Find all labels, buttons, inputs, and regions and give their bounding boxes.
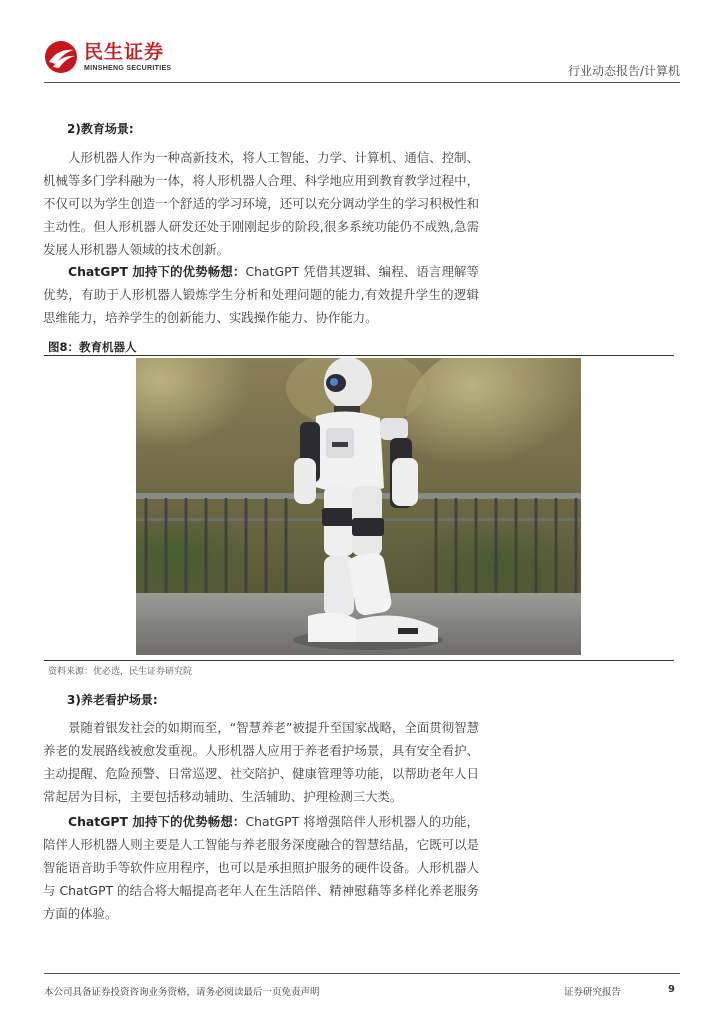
- figure-top-rule: [44, 355, 674, 356]
- paragraph-eldercare-intro: 景随着银发社会的如期而至，“智慧养老”被提升至国家战略，全面贯彻智慧养老的发展路线被愈发重视。人形机器人应用于养老看护场景，具有安全看护、主动提醒、危险预警、日常巡逻、社交陪护、健康管理等功能，以帮助老年人日常起居为目标，主要包括移动辅助、生活辅助、护理检测三大类。: [43, 720, 479, 804]
- minsheng-logo-icon: [44, 40, 78, 74]
- paragraph-eldercare-chatgpt: [43, 810, 479, 925]
- paragraph-lead-bold: ChatGPT 加持下的优势畅想：: [68, 264, 246, 279]
- paragraph-education-intro: 人形机器人作为一种高新技术，将人工智能、力学、计算机、通信、控制、机械等多门学科融为一体，将人形机器人合理、科学地应用到教育教学过程中，不仅可以为学生创造一个舒适的学习环境，还可以充分调动学生的学习积极性和主动性。但人形机器人研发还处于刚刚起步的阶段,很多系统功能仍不成熟,急需发展人形机器人领域的技术创新。: [43, 150, 479, 257]
- figure-source: 资料来源：优必选，民生证券研究院: [48, 667, 193, 677]
- education-robot-photo: [136, 358, 581, 655]
- section-title-eldercare: 3)养老看护场景:: [67, 693, 158, 707]
- page-header: [0, 0, 724, 86]
- logo-text-en: MINSHENG SECURITIES: [84, 65, 172, 72]
- minsheng-logo: [44, 40, 184, 78]
- page-number: 9: [668, 984, 675, 995]
- paragraph-body: ChatGPT 凭借其逻辑、编程、语言理解等优势，有助于人形机器人锻炼学生分析和处理问题的能力,有效提升学生的逻辑思维能力，培养学生的创新能力、实践操作能力、协作能力。: [43, 264, 479, 325]
- figure-bottom-rule: [44, 660, 674, 661]
- robot-photo-illustration: [136, 358, 581, 655]
- section-title-education: 2)教育场景:: [67, 122, 134, 136]
- paragraph-lead-bold: ChatGPT 加持下的优势畅想：: [68, 814, 246, 829]
- paragraph-education-chatgpt: [43, 260, 479, 329]
- footer-divider: [44, 973, 680, 974]
- report-type: 行业动态报告/计算机: [567, 64, 680, 78]
- header-divider: [44, 82, 680, 83]
- footer-disclaimer: 本公司具备证券投资咨询业务资格，请务必阅读最后一页免责声明: [44, 987, 320, 998]
- footer-label: 证券研究报告: [564, 987, 622, 998]
- paragraph-body: ChatGPT 将增强陪伴人形机器人的功能，陪伴人形机器人则主要是人工智能与养老服务深度融合的智慧结晶，它既可以是智能语音助手等软件应用程序，也可以是承担照护服务的硬件设备。人形机器人与 ChatGPT 的结合将大幅提高老年人在生活陪伴、精神慰藉等多样化养老服务方面的体验。: [43, 814, 479, 921]
- figure-title: 图8：教育机器人: [48, 340, 137, 354]
- logo-text-cn: 民生证券: [84, 41, 165, 63]
